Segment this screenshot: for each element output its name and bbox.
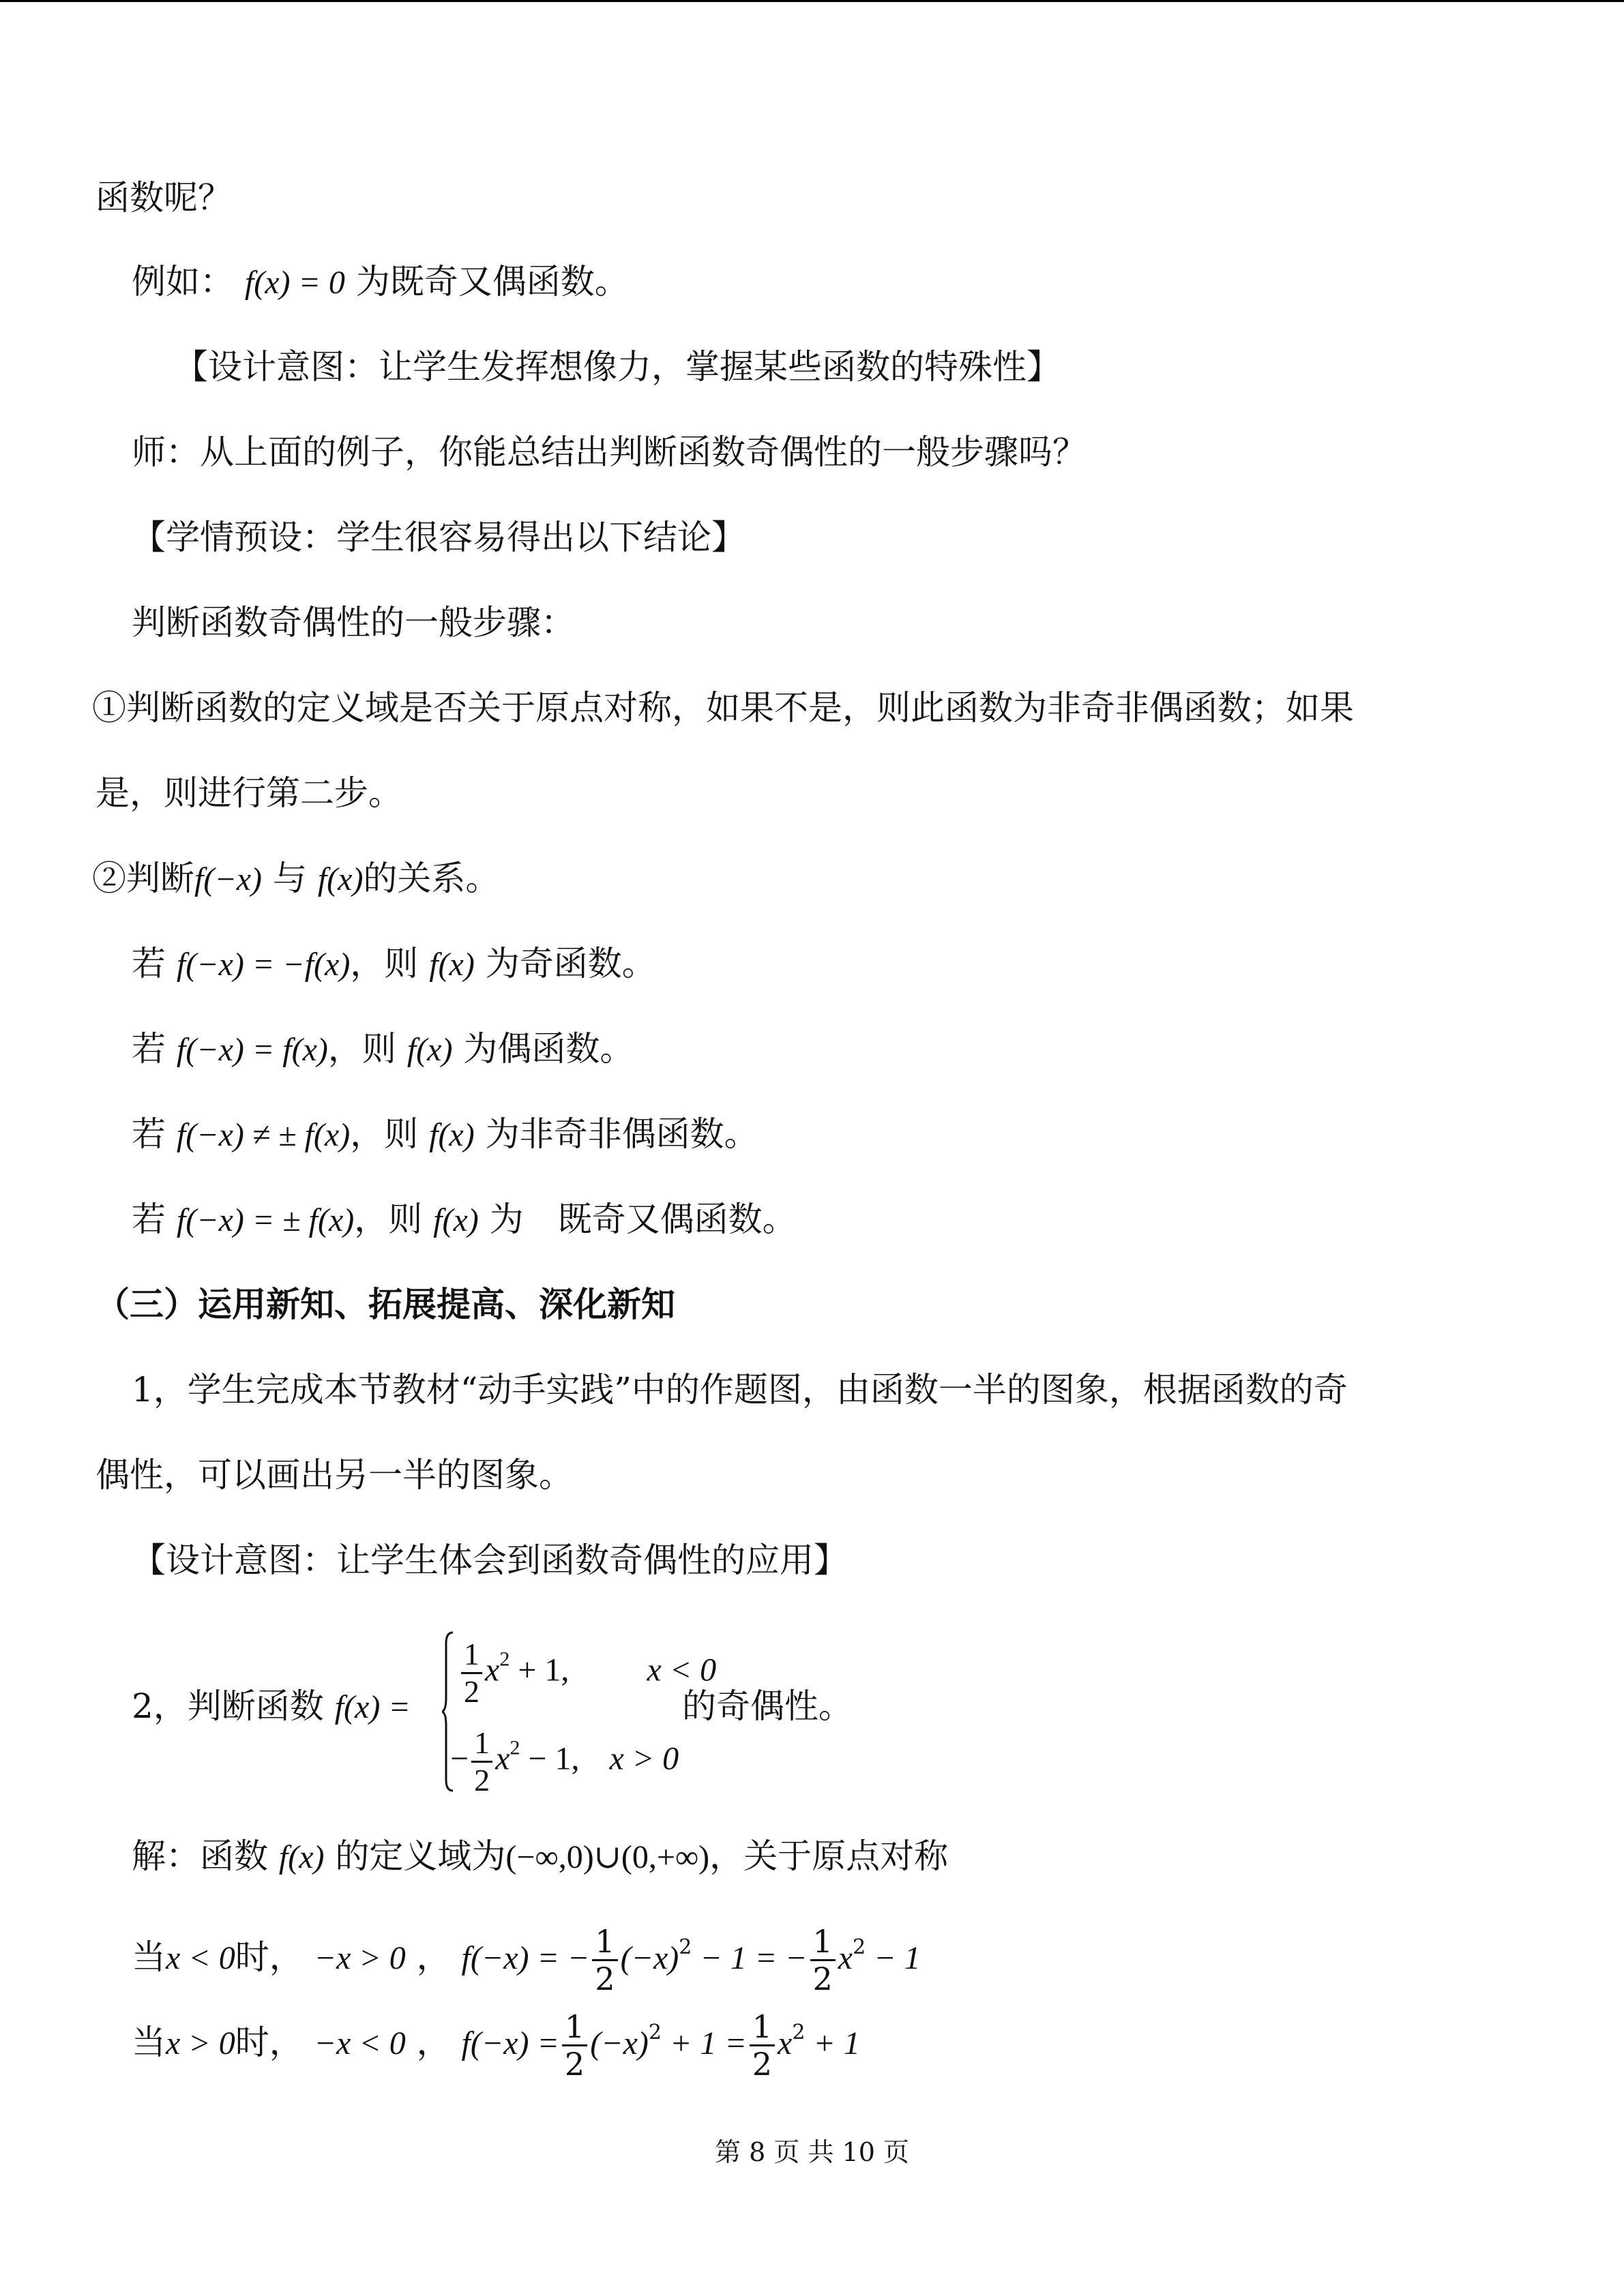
math-expr: x [495, 1740, 510, 1777]
math-expr: − 1 = − [692, 1940, 808, 1976]
text: 解：函数 [132, 1836, 268, 1876]
text: 为 既奇又偶函数。 [489, 1199, 797, 1239]
text: 若 [132, 1199, 166, 1239]
math-expr: (−∞,0)∪(0,+∞) [505, 1839, 710, 1875]
math-expr: x [485, 1652, 500, 1688]
math-expr: f(−x) = −f(x) [176, 946, 351, 983]
numerator: 1 [592, 1924, 617, 1961]
math-expr: (−x) [590, 2025, 649, 2061]
exponent: 2 [792, 2021, 806, 2044]
text: 为非奇非偶函数。 [485, 1114, 758, 1154]
denominator: 2 [595, 1960, 615, 1997]
design-intent-note [132, 1538, 848, 1582]
math-expr: f(−x) ≠ ± f(x) [176, 1117, 351, 1153]
text: 为偶函数。 [463, 1029, 634, 1069]
text: ，关于原点对称 [709, 1836, 949, 1876]
text: （三）运用新知、拓展提高、深化新知 [95, 1284, 675, 1324]
fraction [562, 2009, 587, 2082]
text: 判断函数奇偶性的一般步骤： [132, 603, 575, 642]
rule-both [132, 1197, 797, 1242]
math-expr: f(x) = 0 [244, 265, 345, 301]
text: 与 [272, 859, 307, 898]
rule-neither [132, 1112, 758, 1157]
exponent: 2 [648, 2021, 662, 2044]
text-line [132, 601, 575, 644]
math-expr: x < 0 [166, 1940, 235, 1976]
text: 若 [132, 1029, 166, 1069]
rule-odd [132, 942, 656, 987]
numerator: 1 [471, 1725, 492, 1763]
numerator: 1 [562, 2009, 587, 2046]
text: 【设计意图：让学生体会到函数奇偶性的应用】 [132, 1540, 848, 1580]
text: 时， [235, 1937, 304, 1977]
math-expr: f(x) [317, 861, 364, 897]
math-expr: f(x) [407, 1032, 453, 1068]
math-expr: + 1 [805, 2025, 860, 2061]
math-expr: f(x) [429, 1117, 475, 1153]
text: 是，则进行第二步。 [95, 773, 402, 813]
math-expr: f(x) [429, 946, 475, 983]
text: 的定义域为 [335, 1836, 506, 1876]
math-expr: −x < 0 [314, 2025, 406, 2061]
text: 若 [132, 1114, 166, 1154]
text: 若 [132, 944, 166, 983]
step-two [92, 856, 499, 901]
text: 2，判断函数 [132, 1686, 324, 1726]
solution-line-2 [132, 1920, 921, 1997]
math-expr: x [778, 2025, 793, 2061]
text: 【设计意图：让学生发挥想像力，掌握某些函数的特殊性】 [174, 347, 1061, 387]
text-line [132, 260, 629, 305]
math-expr: + 1 = [661, 2025, 747, 2061]
denominator: 2 [474, 1763, 490, 1798]
math-expr: f(−x) = f(x) [176, 1032, 328, 1068]
math-expr: − 1, [520, 1740, 580, 1777]
text: 为奇函数。 [485, 944, 656, 983]
math-expr: + 1, [510, 1652, 570, 1688]
math-expr: f(−x) = ± f(x) [176, 1202, 355, 1238]
math-expr: f(−x) [194, 861, 262, 897]
exponent: 2 [679, 1935, 692, 1959]
section-heading [95, 1283, 675, 1326]
text: 偶性，可以画出另一半的图象。 [95, 1455, 573, 1495]
math-expr: x > 0 [166, 2025, 235, 2061]
text-line [95, 176, 232, 220]
learning-preset-note [132, 516, 745, 559]
math-expr: x [838, 1940, 853, 1976]
page-footer: 第 8 页 共 10 页 [715, 2137, 909, 2167]
exercise-2 [132, 1684, 411, 1729]
denominator: 2 [564, 2045, 585, 2083]
text: 当 [132, 1937, 166, 1977]
text: 的关系。 [363, 859, 500, 898]
math-expr: − 1 [866, 1940, 921, 1976]
numerator: 1 [461, 1637, 482, 1674]
math-expr: f(x) [433, 1202, 479, 1238]
text: 师：从上面的例子，你能总结出判断函数奇偶性的一般步骤吗？ [132, 432, 1087, 472]
top-border [0, 0, 1624, 2]
text: ，则 [350, 1114, 419, 1154]
step-one [92, 686, 1354, 730]
fraction [592, 1924, 617, 1997]
math-expr: f(x) [278, 1839, 325, 1875]
condition: x > 0 [609, 1740, 679, 1777]
text: ①判断函数的定义域是否关于原点对称，如果不是，则此函数为非奇非偶函数；如果 [92, 688, 1354, 728]
text-line [132, 430, 1087, 474]
math-expr: −x > 0 [314, 1940, 406, 1976]
case-two [450, 1725, 679, 1798]
exponent: 2 [499, 1648, 510, 1671]
fraction [810, 1924, 836, 1997]
text: 为既奇又偶函数。 [355, 262, 629, 301]
numerator: 1 [750, 2009, 775, 2046]
text: ， [416, 1937, 451, 1977]
exercise-1 [132, 1368, 1348, 1412]
text: 1，学生完成本节教材“动手实践”中的作题图，由函数一半的图象，根据函数的奇 [132, 1370, 1348, 1410]
exponent: 2 [510, 1736, 520, 1759]
step-one-cont [95, 771, 402, 815]
text: 函数呢？ [95, 178, 232, 218]
math-expr: f(x) = [334, 1689, 411, 1725]
text: 当 [132, 2023, 166, 2062]
design-intent-note [174, 345, 1061, 389]
denominator: 2 [464, 1674, 479, 1709]
math-expr: f(−x) = − [461, 1940, 590, 1976]
solution-line-1 [132, 1834, 948, 1879]
solution-line-3 [132, 2005, 860, 2082]
text: 的奇偶性。 [682, 1686, 853, 1726]
fraction [461, 1637, 482, 1710]
math-expr: f(−x) = [461, 2025, 559, 2061]
text: ，则 [350, 944, 419, 983]
text: ，则 [327, 1029, 396, 1069]
exponent: 2 [853, 1935, 866, 1959]
case-one [458, 1637, 716, 1710]
rule-even [132, 1027, 634, 1072]
denominator: 2 [752, 2045, 773, 2083]
text: ，则 [354, 1199, 423, 1239]
denominator: 2 [812, 1960, 833, 1997]
numerator: 1 [810, 1924, 836, 1961]
condition: x < 0 [647, 1652, 717, 1688]
math-expr: (−x) [620, 1940, 679, 1976]
exercise-1-cont [95, 1453, 573, 1497]
text: 例如： [132, 262, 234, 301]
math-expr: − [450, 1740, 469, 1777]
fraction [471, 1725, 492, 1798]
text: 时， [235, 2023, 304, 2062]
fraction [750, 2009, 775, 2082]
text: 【学情预设：学生很容易得出以下结论】 [132, 518, 745, 557]
text: ②判断 [92, 859, 194, 898]
text: ， [416, 2023, 451, 2062]
